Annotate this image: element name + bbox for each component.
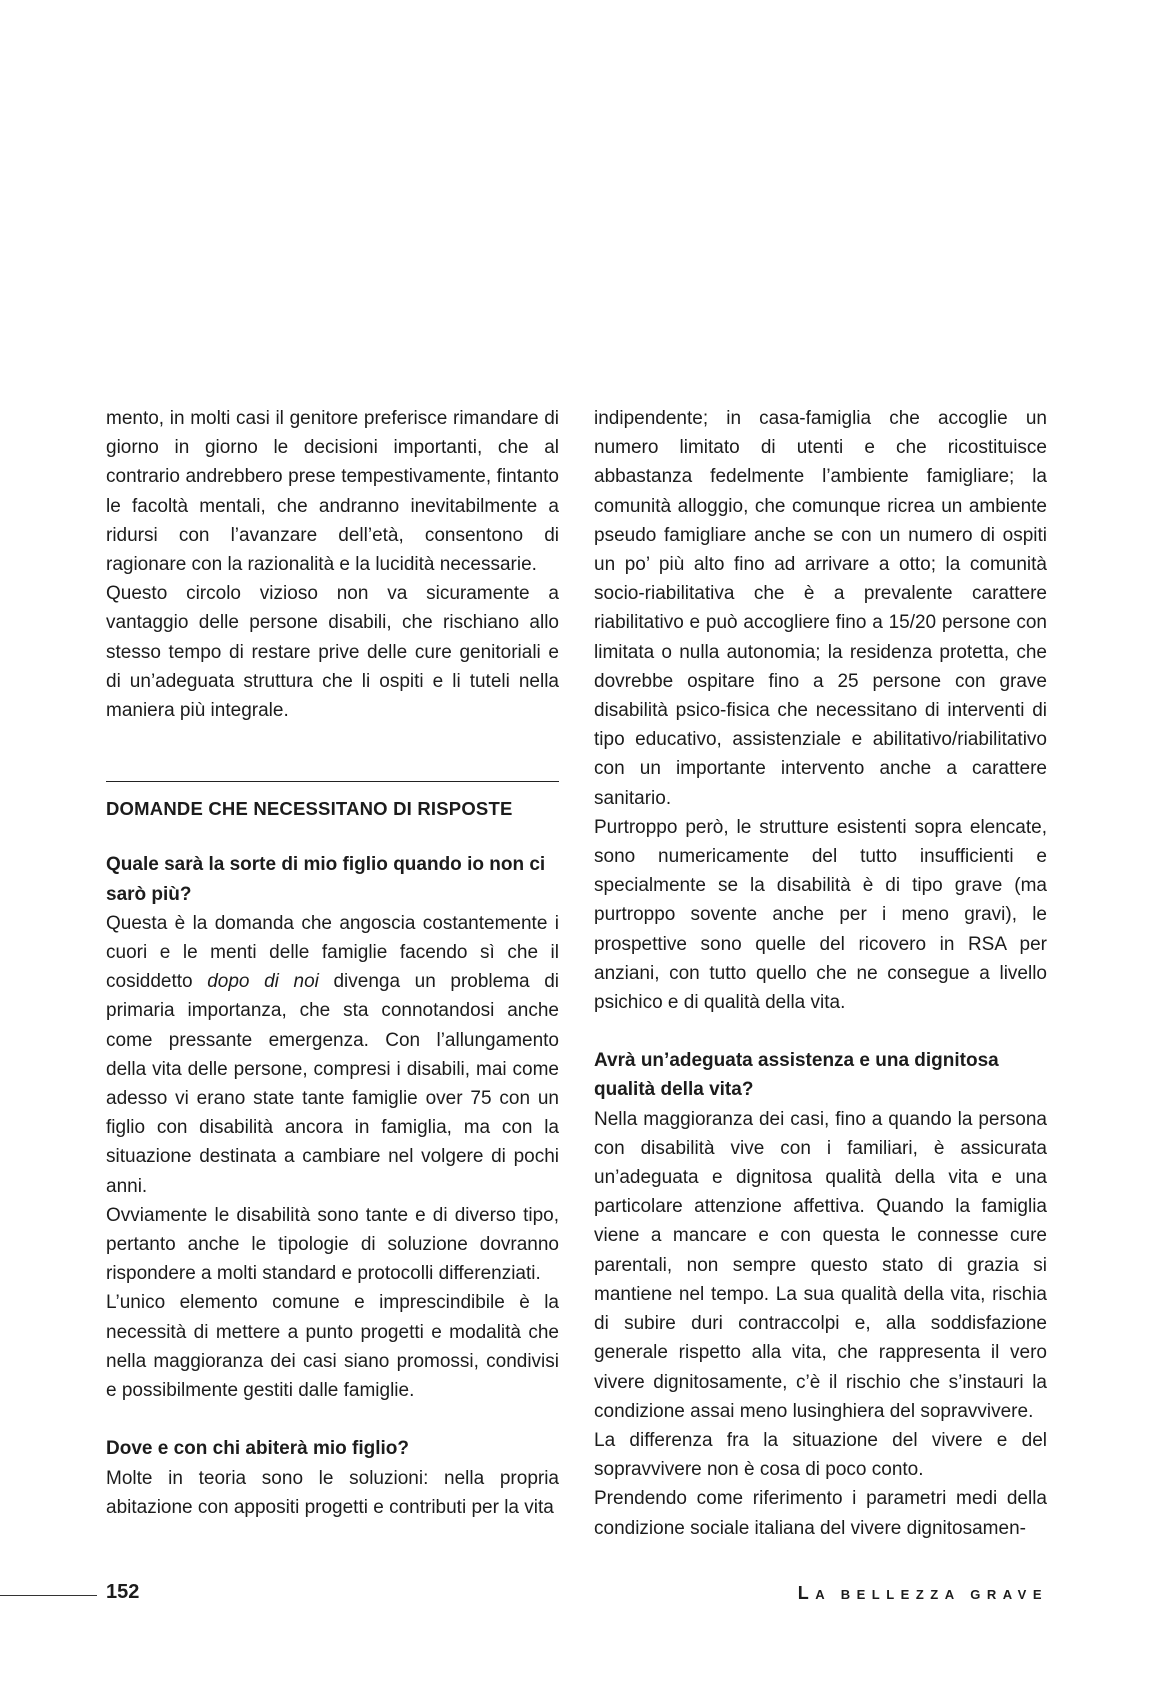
paragraph: La differenza fra la situazione del vivere e del sopravvivere non è cosa di poco conto. [594,1429,1047,1481]
paragraph: Questa è la domanda che angoscia costantemente i cuori e le menti delle famiglie facendo sì che il cosiddetto dopo di noi divenga un problema di primaria importanza, che sta connotandosi anche come pressante emergenza. Con l’allungamento della vita delle persone, compresi i disabili, mai come adesso vi erano state tante famiglie over 75 con un figlio con disabilità ancora in famiglia, ma con la situazione destinata a cambiare nel volgere di pochi anni. [106,912,559,1197]
paragraph: indipendente; in casa-famiglia che accoglie un numero limitato di utenti e che ricostituisce abbastanza fedelmente l’ambiente famigliare; la comunità alloggio, che comunque ricrea un ambiente pseudo famigliare anche se con un numero di ospiti un po’ più alto fino ad arrivare a otto; la comunità socio-riabilitativa che è a prevalente carattere riabilitativo e può accogliere fino a 15/20 persone con limitata o nulla autonomia; la residenza protetta, che dovrebbe ospitare fino a 25 persone con grave disabilità psico-fisica che necessitano di interventi di tipo educativo, assistenziale e abilitativo/riabilitativo con un importante intervento anche a carattere sanitario. [594,408,1047,809]
section-title: DOMANDE CHE NECESSITANO DI RISPOSTE [106,798,513,820]
running-title-rest: A BELLEZZA GRAVE [815,1587,1048,1602]
paragraph: Molte in teoria sono le soluzioni: nella propria abitazione con appositi progetti e contributi per la vita [106,1467,559,1518]
paragraph: Nella maggioranza dei casi, fino a quando la persona con disabilità vive con i familiari, è assicurata un’adeguata e dignitosa qualità della vita e una particolare attenzione affettiva. Quando la famiglia viene a mancare e con questa le connesse cure parentali, non sempre questo stato di grazia si mantiene nel tempo. La sua qualità della vita, rischia di subire duri contraccolpi e, alla soddisfazione generale rispetto alla vita, che rappresenta il vero vivere dignitosamente, c’è il rischio che s’instauri la condizione assai meno lusinghiera del sopravvivere. [594,1108,1047,1422]
page-number: 152 [106,1581,140,1603]
paragraph: Ovviamente le disabilità sono tante e di diverso tipo, pertanto anche le tipologie di soluzione dovranno rispondere a molti standard e protocolli differenziati. [106,1204,559,1285]
right-column [594,404,1047,1543]
paragraph: Purtroppo però, le strutture esistenti sopra elencate, sono numericamente del tutto insufficienti e specialmente se la disabilità è di tipo grave (ma purtroppo sovente anche per i meno gravi), le prospettive sono quelle del ricovero in RSA per anziani, con tutto quello che ne consegue a livello psichico e di qualità della vita. [594,816,1047,1014]
running-title [798,1583,1048,1604]
paragraph: mento, in molti casi il genitore preferisce rimandare di giorno in giorno le decisioni importanti, che al contrario andrebbero prese tempestivamente, fintanto le facoltà mentali, che andranno inevitabilmente a ridursi con l’avanzare dell’età, consentono di ragionare con la razionalità e la lucidità necessarie. [106,408,559,576]
question-heading: Dove e con chi abiterà mio figlio? [106,1438,409,1460]
paragraph: Prendendo come riferimento i parametri medi della condizione sociale italiana del vivere dignitosamen- [594,1488,1047,1539]
section-divider [106,781,559,782]
italic-phrase: dopo di noi [207,971,319,993]
paragraph: L’unico elemento comune e imprescindibile è la necessità di mettere a punto progetti e modalità che nella maggioranza dei casi siano promossi, condivisi e possibilmente gestiti dalle famiglie. [106,1292,559,1402]
running-title-initial: L [797,1583,816,1603]
footer-rule [0,1595,97,1596]
question-heading: Quale sarà la sorte di mio figlio quando io non ci sarò più? [106,854,546,905]
question-heading: Avrà un’adeguata assistenza e una dignitosa qualità della vita? [594,1050,999,1101]
paragraph: Questo circolo vizioso non va sicuramente a vantaggio delle persone disabili, che rischiano allo stesso tempo di restare prive delle cure genitoriali e di un’adeguata struttura che li ospiti e li tuteli nella maniera più integrale. [106,583,559,722]
left-column [106,404,559,1522]
